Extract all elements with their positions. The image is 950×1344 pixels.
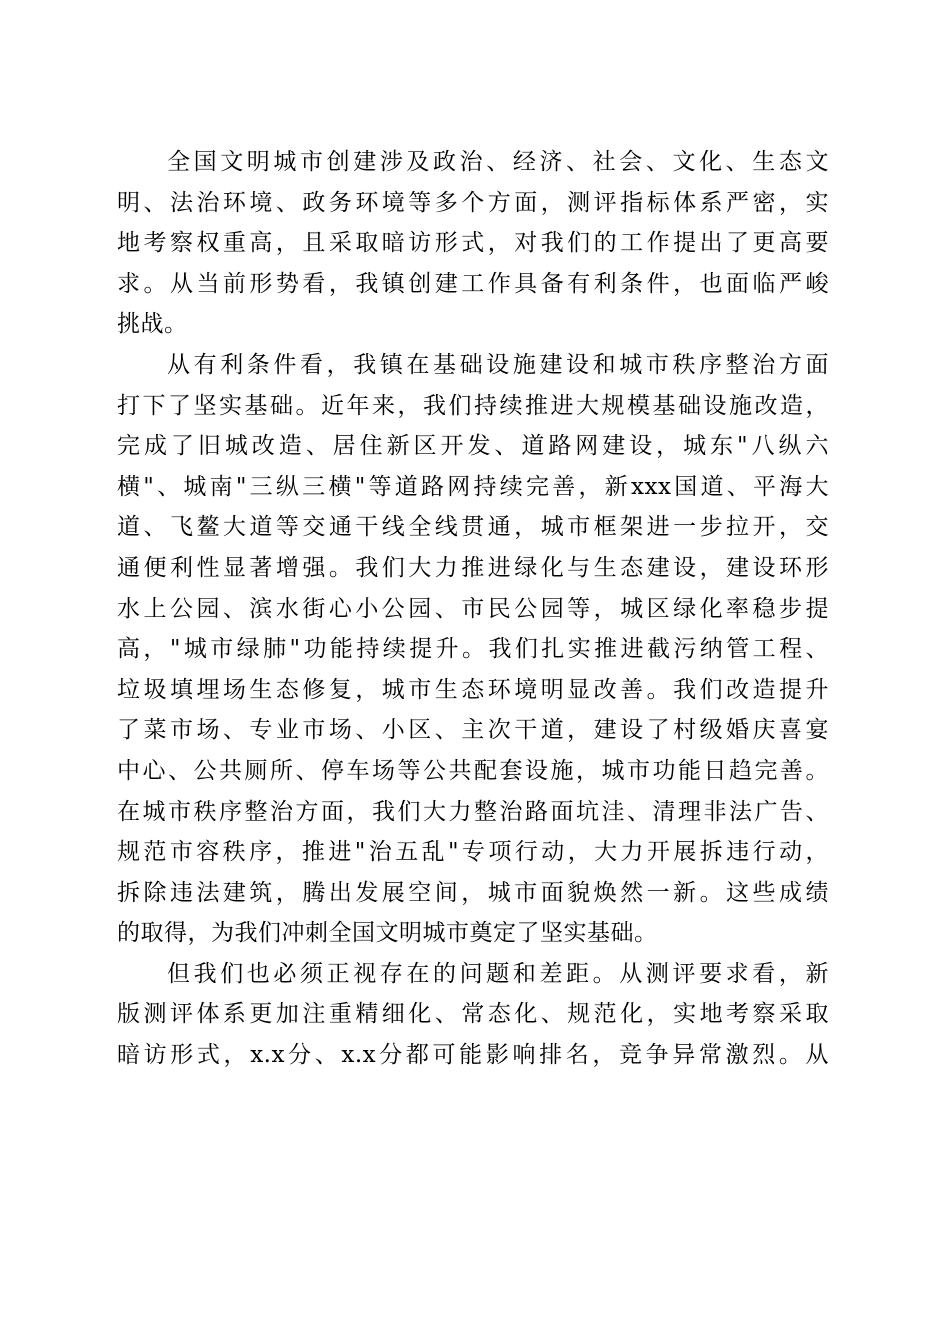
text-line: 完成了旧城改造、居住新区开发、道路网建设，城东"八纵六 <box>117 433 829 460</box>
text-line: 在城市秩序整治方面，我们大力整治路面坑洼、清理非法广告、 <box>117 798 829 825</box>
text-line: 暗访形式，x.x分、x.x分都可能影响排名，竞争异常激烈。从 <box>117 1042 829 1069</box>
text-line: 但我们也必须正视存在的问题和差距。从测评要求看，新 <box>167 960 829 987</box>
paragraph-1 <box>117 142 829 345</box>
text-line: 全国文明城市创建涉及政治、经济、社会、文化、生态文 <box>167 149 829 175</box>
text-line: 从有利条件看，我镇在基础设施建设和城市秩序整治方面 <box>167 351 829 378</box>
text-line: 通便利性显著增强。我们大力推进绿化与生态建设，建设环形 <box>117 554 829 581</box>
paragraph-2 <box>117 345 829 954</box>
text-line: 的取得，为我们冲刺全国文明城市奠定了坚实基础。 <box>117 920 658 947</box>
text-line: 中心、公共厕所、停车场等公共配套设施，城市功能日趋完善。 <box>117 757 829 784</box>
text-line: 高，"城市绿肺"功能持续提升。我们扎实推进截污纳管工程、 <box>117 636 829 663</box>
text-line: 了菜市场、专业市场、小区、主次干道，建设了村级婚庆喜宴 <box>117 717 829 744</box>
text-line: 横"、城南"三纵三横"等道路网持续完善，新xxx国道、平海大 <box>117 473 829 500</box>
text-line: 水上公园、滨水街心小公园、市民公园等，城区绿化率稳步提 <box>117 595 829 622</box>
text-line: 求。从当前形势看，我镇创建工作具备有利条件，也面临严峻 <box>117 270 829 297</box>
text-line: 道、飞鳌大道等交通干线全线贯通，城市框架进一步拉开，交 <box>117 514 829 541</box>
text-line: 拆除违法建筑，腾出发展空间，城市面貌焕然一新。这些成绩 <box>117 879 829 906</box>
paragraph-3 <box>117 954 829 1076</box>
text-line: 规范市容秩序，推进"治五乱"专项行动，大力开展拆违行动， <box>117 839 829 866</box>
document-body <box>117 142 829 1076</box>
text-line: 版测评体系更加注重精细化、常态化、规范化，实地考察采取 <box>117 1001 829 1028</box>
text-line: 明、法治环境、政务环境等多个方面，测评指标体系严密，实 <box>117 189 829 216</box>
text-line: 地考察权重高，且采取暗访形式，对我们的工作提出了更高要 <box>117 230 829 257</box>
text-line: 垃圾填埋场生态修复，城市生态环境明显改善。我们改造提升 <box>117 676 829 703</box>
text-line: 打下了坚实基础。近年来，我们持续推进大规模基础设施改造， <box>117 392 829 419</box>
text-line: 挑战。 <box>117 311 188 338</box>
